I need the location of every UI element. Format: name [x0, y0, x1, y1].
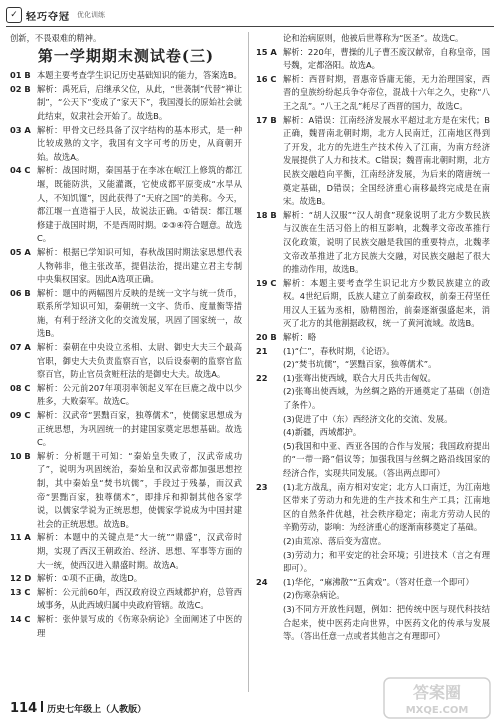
- left-column: [10, 32, 242, 640]
- answer-text: 解析：张仲景写成的《伤寒杂病论》全面阐述了中医的理: [37, 613, 242, 638]
- answer-text: 解析：题中的两幅图片反映的是统一文字与统一货币，联系所学知识可知，秦朝统一文字、货币、度量衡等措施，有利于经济文化的交流发展，巩固了国家统一，故选B。: [37, 287, 242, 339]
- answer-indent: [256, 385, 283, 412]
- answer-number: 22: [256, 372, 268, 383]
- answer-item: [10, 382, 242, 409]
- answer-text: 本题主要考查学生识记历史基础知识的能力，答案选B。: [37, 70, 242, 81]
- answer-number: 03 A: [10, 124, 31, 135]
- brand-name: 轻巧夺冠: [26, 11, 70, 23]
- answer-number: 10 B: [10, 450, 31, 461]
- answer-item: [256, 209, 490, 277]
- answer-item: [10, 613, 242, 640]
- right-column: [256, 32, 490, 644]
- answer-text: 解析：秦朝在中央设立丞相、太尉、御史大夫三个最高官职，御史大夫负责监察百官，以后设泰朝的监察官监察百官，防止官员贪赃枉法的是御史大夫。故选A。: [37, 342, 242, 380]
- answer-item: [10, 164, 242, 246]
- answer-item: [256, 426, 490, 440]
- answer-indent: [256, 32, 283, 46]
- answer-item: [10, 287, 242, 341]
- answer-text: (2)伤寒杂病论。: [283, 590, 345, 601]
- answer-text: 解析：甲骨文已经具备了汉字结构的基本形式，是一种比较成熟的文字，我国有文字可考的历史，从商朝开始。故选A。: [37, 124, 242, 162]
- answer-number: 23: [256, 481, 268, 492]
- answer-text: 解析：汉武帝“罢黜百家，独尊儒术”，使儒家思想成为正统思想，为巩固统一的封建国家奠定思想基础。故选C。: [37, 410, 242, 448]
- page-header: [6, 6, 105, 24]
- answer-indent: [256, 426, 283, 440]
- answer-item: [256, 372, 490, 386]
- answer-number: 15 A: [256, 46, 277, 57]
- answer-text: (3)不同方开放性问题，例如：把传统中医与现代科技结合起来，使中医药走向世界，中医药文化的传承与发展等。（答出任意一点或者其他言之有理即可）: [283, 603, 490, 642]
- answer-text: (5)我国和中亚、西亚各国的合作与发展；我国政府提出的“一带一路”倡议等；加强我国与丝绸之路沿线国家的经济合作，实现共同发展。（答出两点即可）: [283, 440, 490, 478]
- answer-item: [256, 535, 490, 549]
- answer-number: 19 C: [256, 277, 277, 288]
- answer-item: [10, 586, 242, 613]
- answer-text: (1)北方战乱，南方相对安定；北方人口南迁，为江南地区带来了劳动力和先进的生产技术和生产工具；江南地区的自然条件优越，社会秩序稳定；南北方劳动人民的辛勤劳动，影响：为经济重心的逐渐南移奠定了基础。: [283, 481, 490, 533]
- answer-indent: [256, 413, 283, 427]
- watermark-logo-icon: [382, 676, 492, 720]
- answer-number: 02 B: [10, 83, 31, 94]
- answer-text: (2)由荒凉、落后变为富庶。: [283, 535, 387, 546]
- answer-item: [256, 277, 490, 331]
- answer-number: 14 C: [10, 613, 31, 624]
- answer-item: [10, 531, 242, 572]
- answer-item: [256, 385, 490, 412]
- answer-number: 04 C: [10, 165, 31, 176]
- answer-item: [256, 345, 490, 359]
- answer-item: [256, 603, 490, 644]
- intro-line: 创新，不畏艰难的精神。: [10, 33, 102, 43]
- answer-text: 解析：西晋时期，晋惠帝昏庸无能，无力治理国家，西晋的皇族纷纷起兵争夺帝位，混战十六年之久，史称“八王之乱”。“八王之乱”耗尽了西晋的国力，故选C。: [283, 73, 490, 111]
- answer-item: [10, 341, 242, 382]
- answer-item: [256, 576, 490, 590]
- answer-number: 17 B: [256, 114, 277, 125]
- answer-text: 解析：根据已学知识可知，春秋战国时期法家思想代表人物韩非，他主张改革，提倡法治，提出建立君主专制中央集权国家。因此A选项正确。: [37, 246, 242, 285]
- answer-item: [10, 83, 242, 124]
- answer-text: 解析：战国时期，秦国基于在李冰在岷江上修筑的都江堰，既能防洪，又能灌溉，它使成都平原变成“水旱从人，不知饥馑”，因此获得了“天府之国”的美称。今天，都江堰一直造福于人民，故说法正确。①错误：都江堰修建于战国时期，不是西周时期。②③④符合题意。故选C。: [37, 165, 242, 244]
- answer-text: 解析：禹死后，启继承父位，从此，“世袭制”代替“禅让制”，“公天下”变成了“家天下”，我国漫长的原始社会就此结束，奴隶社会开始了。故选B。: [37, 83, 242, 121]
- answer-item: [256, 549, 490, 576]
- answer-number: 21: [256, 345, 268, 356]
- answer-number: 24: [256, 576, 268, 587]
- answer-item: [10, 124, 242, 165]
- brand-subtitle: 优化训练: [77, 11, 105, 19]
- answer-item: [256, 481, 490, 535]
- header-rule: [6, 26, 494, 27]
- brand-logo-icon: ✓: [6, 7, 22, 23]
- answer-text: (1)华佗，“麻沸散”“五禽戏”。（答对任意一个即可）: [283, 576, 474, 587]
- answer-item: [256, 440, 490, 481]
- answer-indent: [256, 358, 283, 372]
- answer-number: 12 D: [10, 573, 32, 584]
- answer-item: [256, 331, 490, 345]
- answer-text: 解析：①项不正确，故选D。: [37, 573, 143, 584]
- answer-text: (4)新疆，西域都护。: [283, 427, 362, 438]
- answer-item: [10, 246, 242, 287]
- watermark-line1: 答案圈: [412, 683, 462, 702]
- column-divider: [248, 32, 249, 692]
- answer-number: 11 A: [10, 532, 31, 543]
- answer-text: 解析：A错误：江南经济发展水平超过北方是在宋代；B正确，魏晋南北朝时期，北方人民南迁，江南地区得到了开发，北方的先进生产技术传入了江南，为南方经济发展提供了人力和技术。C错误；魏晋南北朝时期，北方民族交融趋向平衡，江南经济发展，为后来的隋唐统一奠定基础，D错误；全国经济重心南移最终完成是在南宋。故选B。: [283, 114, 490, 207]
- answer-number: 05 A: [10, 246, 31, 257]
- page-number: 114: [10, 701, 38, 716]
- answer-item: [256, 114, 490, 209]
- page-title: 第一学期期末测试卷(三): [37, 46, 215, 65]
- answer-text: 解析：公元前60年，西汉政府设立西域都护府，总管西域事务，从此西域归属中央政府管辖。故选C。: [37, 586, 242, 611]
- answer-indent: [256, 589, 283, 603]
- page-footer: [10, 701, 146, 716]
- answer-number: 16 C: [256, 73, 277, 84]
- answer-text: 解析：分析题干可知：“秦始皇失败了，汉武帝成功了”，说明为巩固统治，秦始皇和汉武帝都加强思想控制，其中秦始皇“焚书坑儒”，手段过于残暴，而汉武帝“罢黜百家，独尊儒术”，即排斥和抑制其他各家学说，以儒家学说为正统思想，使儒家学说成为中国封建社会的正统思想。故选B。: [37, 450, 242, 529]
- answer-indent: [256, 549, 283, 576]
- watermark-line2: MXQE.COM: [405, 705, 469, 716]
- answer-text: 解析：220年，曹操的儿子曹丕废汉献帝，自称皇帝，国号魏，定都洛阳。故选A。: [283, 46, 490, 71]
- answer-indent: [256, 603, 283, 644]
- answer-item: [256, 589, 490, 603]
- answer-number: 07 A: [10, 342, 31, 353]
- answer-text: 解析：本题主要考查学生识记北方少数民族建立的政权。4世纪后期，氐族人建立了前秦政权，前秦王苻坚任用汉人王猛为丞相，励精图治，前秦逐渐强盛起来，消灭了北方的其他割据政权，统一了黄河流域。故选B。: [283, 277, 490, 329]
- answer-text: (3)劳动力；和平安定的社会环境；引进技术（言之有理即可）。: [283, 549, 490, 574]
- answer-text: (1)张骞出使西域，联合大月氏共击匈奴。: [283, 372, 436, 383]
- answer-number: 06 B: [10, 287, 31, 298]
- answer-item: [256, 46, 490, 73]
- answer-text: (1)“仁”，春秋时期，《论语》。: [283, 345, 395, 356]
- answer-number: 09 C: [10, 410, 31, 421]
- answer-number: 08 C: [10, 382, 31, 393]
- answer-text: (2)“焚书坑儒”，“罢黜百家，独尊儒术”。: [283, 359, 437, 370]
- answer-item: [256, 73, 490, 114]
- answer-text: (3)促进了中（东）西经济文化的交流、发展。: [283, 413, 453, 424]
- answer-indent: [256, 535, 283, 549]
- answer-item: [256, 413, 490, 427]
- book-title: 历史七年级上（人教版）: [47, 705, 147, 715]
- answer-text: 解析：略: [283, 332, 317, 343]
- footer-separator: [41, 701, 43, 712]
- answer-item: [10, 450, 242, 532]
- answer-number: 13 C: [10, 586, 31, 597]
- answer-number: 18 B: [256, 209, 277, 220]
- answer-item: [256, 32, 490, 46]
- answer-text: 解析：公元前207年项羽率领起义军在巨鹿之战中以少胜多，大败秦军。故选C。: [37, 382, 242, 407]
- answer-item: [10, 572, 242, 586]
- answer-item: [10, 409, 242, 450]
- answer-text: 解析：本题中的关键点是“大一统”“鼎盛”，汉武帝时期，实现了西汉王朝政治、经济、思想、军事等方面的大一统，使西汉进入鼎盛时期。故选A。: [37, 532, 242, 570]
- answer-indent: [256, 440, 283, 481]
- answer-item: [10, 69, 242, 83]
- answer-item: [256, 358, 490, 372]
- answer-text: 论和治病原则，他被后世尊称为“医圣”。故选C。: [283, 33, 464, 43]
- answer-number: 01 B: [10, 70, 31, 81]
- answer-text: (2)张骞出使西域，为丝绸之路的开通奠定了基础（创造了条件）。: [283, 386, 490, 411]
- answer-number: 20 B: [256, 332, 277, 343]
- answer-text: 解析：“胡人汉服”“汉人胡食”现象说明了北方少数民族与汉族在生活习俗上的相互影响，北魏孝文帝改革推行汉化政策，说明了民族交融是我国的重要特点，北魏孝文帝改革推进了北方民族大交融，对民族交融起了很大的推动作用，故选B。: [283, 209, 490, 275]
